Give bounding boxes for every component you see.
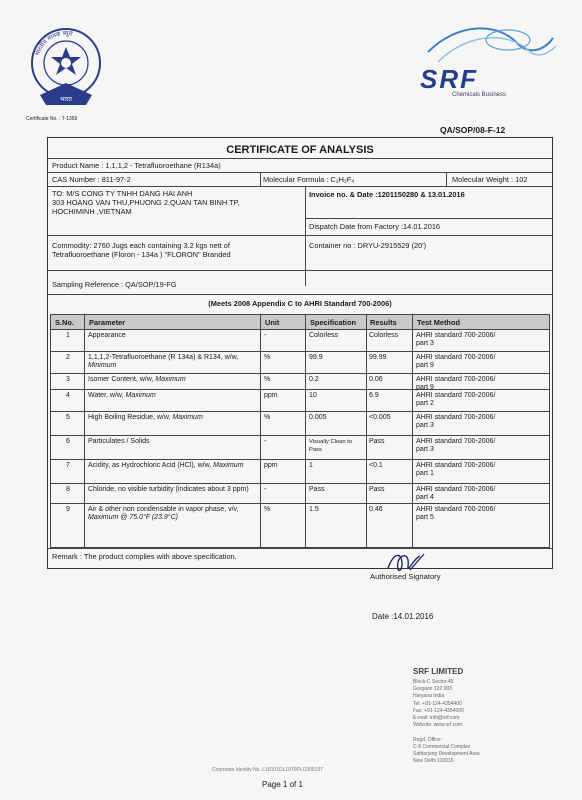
cell-unit: % [264, 506, 271, 513]
address-line: Regd. Office: [413, 736, 443, 743]
cell-parameter [88, 438, 258, 446]
certificate-number: Certificate No. : T-1359 [26, 116, 78, 122]
cell-method-line-2: part 3 [416, 340, 434, 347]
corporate-identity: Corporate Identity No. L18101DL1970PLC005197 [212, 767, 323, 773]
cell-parameter [88, 506, 258, 522]
table-row [50, 390, 550, 412]
col-test-method: Test Method [417, 318, 460, 327]
cell-specification: 0.005 [309, 414, 327, 421]
to-line-2: 303 HOANG VAN THU,PHUONG 2,QUAN TAN BINH TP, [52, 198, 240, 207]
col-specification: Specification [310, 318, 356, 327]
table-row [50, 412, 550, 436]
cell-specification: 99.9 [309, 354, 323, 361]
page-number: Page 1 of 1 [262, 780, 303, 789]
cell-method-line-1: AHRI standard 700-2006/ [416, 354, 496, 361]
cell-result: <0.1 [369, 462, 383, 469]
cell-unit: - [264, 438, 267, 445]
signature-date: Date :14.01.2016 [372, 612, 434, 621]
molecular-formula: Molecular Formula : C₂H₂F₄ [263, 175, 355, 184]
cell-unit: % [264, 414, 271, 421]
cell-method-line-1: AHRI standard 700-2006/ [416, 486, 496, 493]
parameter-text: Particulates / Solids [88, 438, 150, 445]
cell-sno: 4 [66, 392, 70, 399]
commodity-line-1: Commodity: 2760 Jugs each containing 3.2 kgs nett of [52, 241, 230, 250]
analysis-table [50, 314, 550, 548]
table-row [50, 374, 550, 390]
table-header [50, 314, 550, 330]
parameter-text: Isomer Content, w/w, [88, 376, 156, 383]
address-line: New Delhi 110016 [413, 758, 454, 765]
certificate-box [47, 137, 553, 569]
cell-unit: - [264, 332, 267, 339]
col-results: Results [370, 318, 397, 327]
cell-unit: ppm [264, 392, 278, 399]
cell-result: 6.9 [369, 392, 379, 399]
remark: Remark : The product complies with above specification. [52, 552, 237, 561]
address-line: C-8 Commercial Complex [413, 743, 471, 750]
cell-unit: % [264, 354, 271, 361]
cell-result: Pass [369, 438, 385, 445]
parameter-text: Air & other non condensable in vapor phase, v/v, [88, 506, 239, 513]
cell-sno: 8 [66, 486, 70, 493]
cell-method-line-2: part 5 [416, 514, 434, 521]
cell-method-line-2: part 1 [416, 470, 434, 477]
table-row [50, 504, 550, 548]
table-row [50, 436, 550, 460]
address-line: Tel: +91-124-4354400 [413, 700, 462, 707]
cell-parameter [88, 332, 258, 340]
brand-name: SRF [420, 64, 478, 94]
container-number: Container no : DRYU-2915529 (20') [309, 241, 427, 250]
to-line-3: HOCHIMINH ,VIETNAM [52, 207, 132, 216]
parameter-limit: Maximum [155, 376, 186, 383]
certificate-title: CERTIFICATE OF ANALYSIS [226, 144, 374, 156]
invoice-info: Invoice no. & Date :1201150280 & 13.01.2016 [309, 190, 465, 199]
col-parameter: Parameter [89, 318, 126, 327]
address-line: Gurgaon 122 003 [413, 686, 452, 693]
address-line: Haryana India [413, 693, 445, 700]
table-row [50, 460, 550, 484]
address-line: E-mail: info@srf.com [413, 715, 460, 721]
cell-sno: 1 [66, 332, 70, 339]
parameter-text: 1,1,1,2-Tetrafluoroethane (R 134a) & R134, w/w, [88, 354, 239, 361]
cell-method-line-2: part 3 [416, 422, 434, 429]
cas-number: CAS Number : 811-97-2 [52, 175, 131, 184]
cell-method-line-1: AHRI standard 700-2006/ [416, 376, 496, 383]
company-name: SRF LIMITED [413, 667, 464, 676]
cell-specification: 1.5 [309, 506, 319, 513]
cell-specification: 1 [309, 462, 313, 469]
cell-parameter [88, 414, 258, 422]
parameter-text: Water, w/w, [88, 392, 126, 399]
address-line: Block-C Sector-45 [413, 679, 454, 685]
parameter-text: Acidity, as Hydrochloric Acid (HCl), w/w, [88, 462, 214, 469]
cell-parameter [88, 354, 258, 370]
cell-specification: Pass [309, 486, 325, 493]
cell-method-line-2: part 9 [416, 362, 434, 369]
parameter-text: Chloride, no visible turbidity (indicates about 3 ppm) [88, 486, 249, 493]
cell-method-line-2: part 4 [416, 494, 434, 501]
cell-sno: 9 [66, 506, 70, 513]
cell-result: 0.46 [369, 506, 383, 513]
parameter-limit: Maximum [213, 462, 244, 469]
parameter-limit: Minimum [88, 362, 117, 370]
parameter-limit: Maximum @ 75.0°F (23.9°C) [88, 514, 178, 522]
commodity-line-2: Tetrafluoroethane (Floron - 134a ) "FLORON" Branded [52, 250, 231, 259]
cell-sno: 6 [66, 438, 70, 445]
cell-result: 0.06 [369, 376, 383, 383]
col-sno: S.No. [55, 318, 74, 327]
cell-method-line-1: AHRI standard 700-2006/ [416, 438, 496, 445]
cell-unit: ppm [264, 462, 278, 469]
cell-parameter [88, 462, 258, 470]
cell-sno: 3 [66, 376, 70, 383]
seal-word: भारत [60, 96, 72, 103]
bis-seal-logo [26, 25, 106, 115]
to-line-1: TO: M/S CONG TY TNHH DANG HAI ANH [52, 189, 193, 198]
cell-method-line-2: part 2 [416, 400, 434, 407]
seal-text: भारतीय मानक ब्यूरो [34, 29, 74, 57]
sampling-reference: Sampling Reference : QA/SOP/19-FG [52, 280, 177, 289]
cell-sno: 5 [66, 414, 70, 421]
cell-result: 99.99 [369, 354, 387, 361]
cell-result: Colorless [369, 332, 399, 339]
cell-parameter [88, 392, 258, 400]
product-name: Product Name : 1,1,1,2 - Tetrafluoroethane (R134a) [52, 161, 221, 170]
cell-parameter [88, 376, 258, 384]
cell-specification: 0.2 [309, 376, 319, 383]
parameter-text: Appearance [88, 332, 126, 339]
cell-unit: % [264, 376, 271, 383]
parameter-limit: Maximum [172, 414, 203, 421]
cell-unit: - [264, 486, 267, 493]
cell-specification: 10 [309, 392, 317, 399]
authorised-signatory: Authorised Signatory [370, 572, 441, 581]
cell-method-line-1: AHRI standard 700-2006/ [416, 462, 496, 469]
address-line: Website: www.srf.com [413, 722, 463, 729]
parameter-text: High Boiling Residue, w/w, [88, 414, 173, 421]
address-line: Fax: +91-124-4354500 [413, 707, 464, 714]
cell-specification: Visually Clean to Pass [309, 439, 353, 454]
address-line: Safdarjung Development Area [413, 751, 480, 757]
cell-parameter [88, 486, 258, 494]
cell-specification: Colorless [309, 332, 339, 339]
cell-result: <0.005 [369, 414, 391, 421]
cell-sno: 2 [66, 354, 70, 361]
cell-method-line-1: AHRI standard 700-2006/ [416, 506, 496, 513]
standard-compliance: (Meets 2008 Appendix C to AHRI Standard 700-2006) [208, 299, 392, 308]
parameter-limit: Maximum [125, 392, 156, 399]
cell-method-line-2: part 9 [416, 384, 434, 391]
cell-method-line-1: AHRI standard 700-2006/ [416, 332, 496, 339]
cell-result: Pass [369, 486, 385, 493]
col-unit: Unit [265, 318, 280, 327]
brand-subtitle: Chemicals Business [452, 92, 507, 98]
cell-method-line-1: AHRI standard 700-2006/ [416, 392, 496, 399]
table-row [50, 330, 550, 352]
table-row [50, 352, 550, 374]
cell-method-line-2: part 3 [416, 446, 434, 453]
molecular-weight: Molecular Weight : 102 [452, 175, 528, 184]
dispatch-date: Dispatch Date from Factory :14.01.2016 [309, 222, 441, 231]
cell-method-line-1: AHRI standard 700-2006/ [416, 414, 496, 421]
cell-sno: 7 [66, 462, 70, 469]
document-reference: QA/SOP/08-F-12 [440, 125, 506, 135]
table-row [50, 484, 550, 504]
